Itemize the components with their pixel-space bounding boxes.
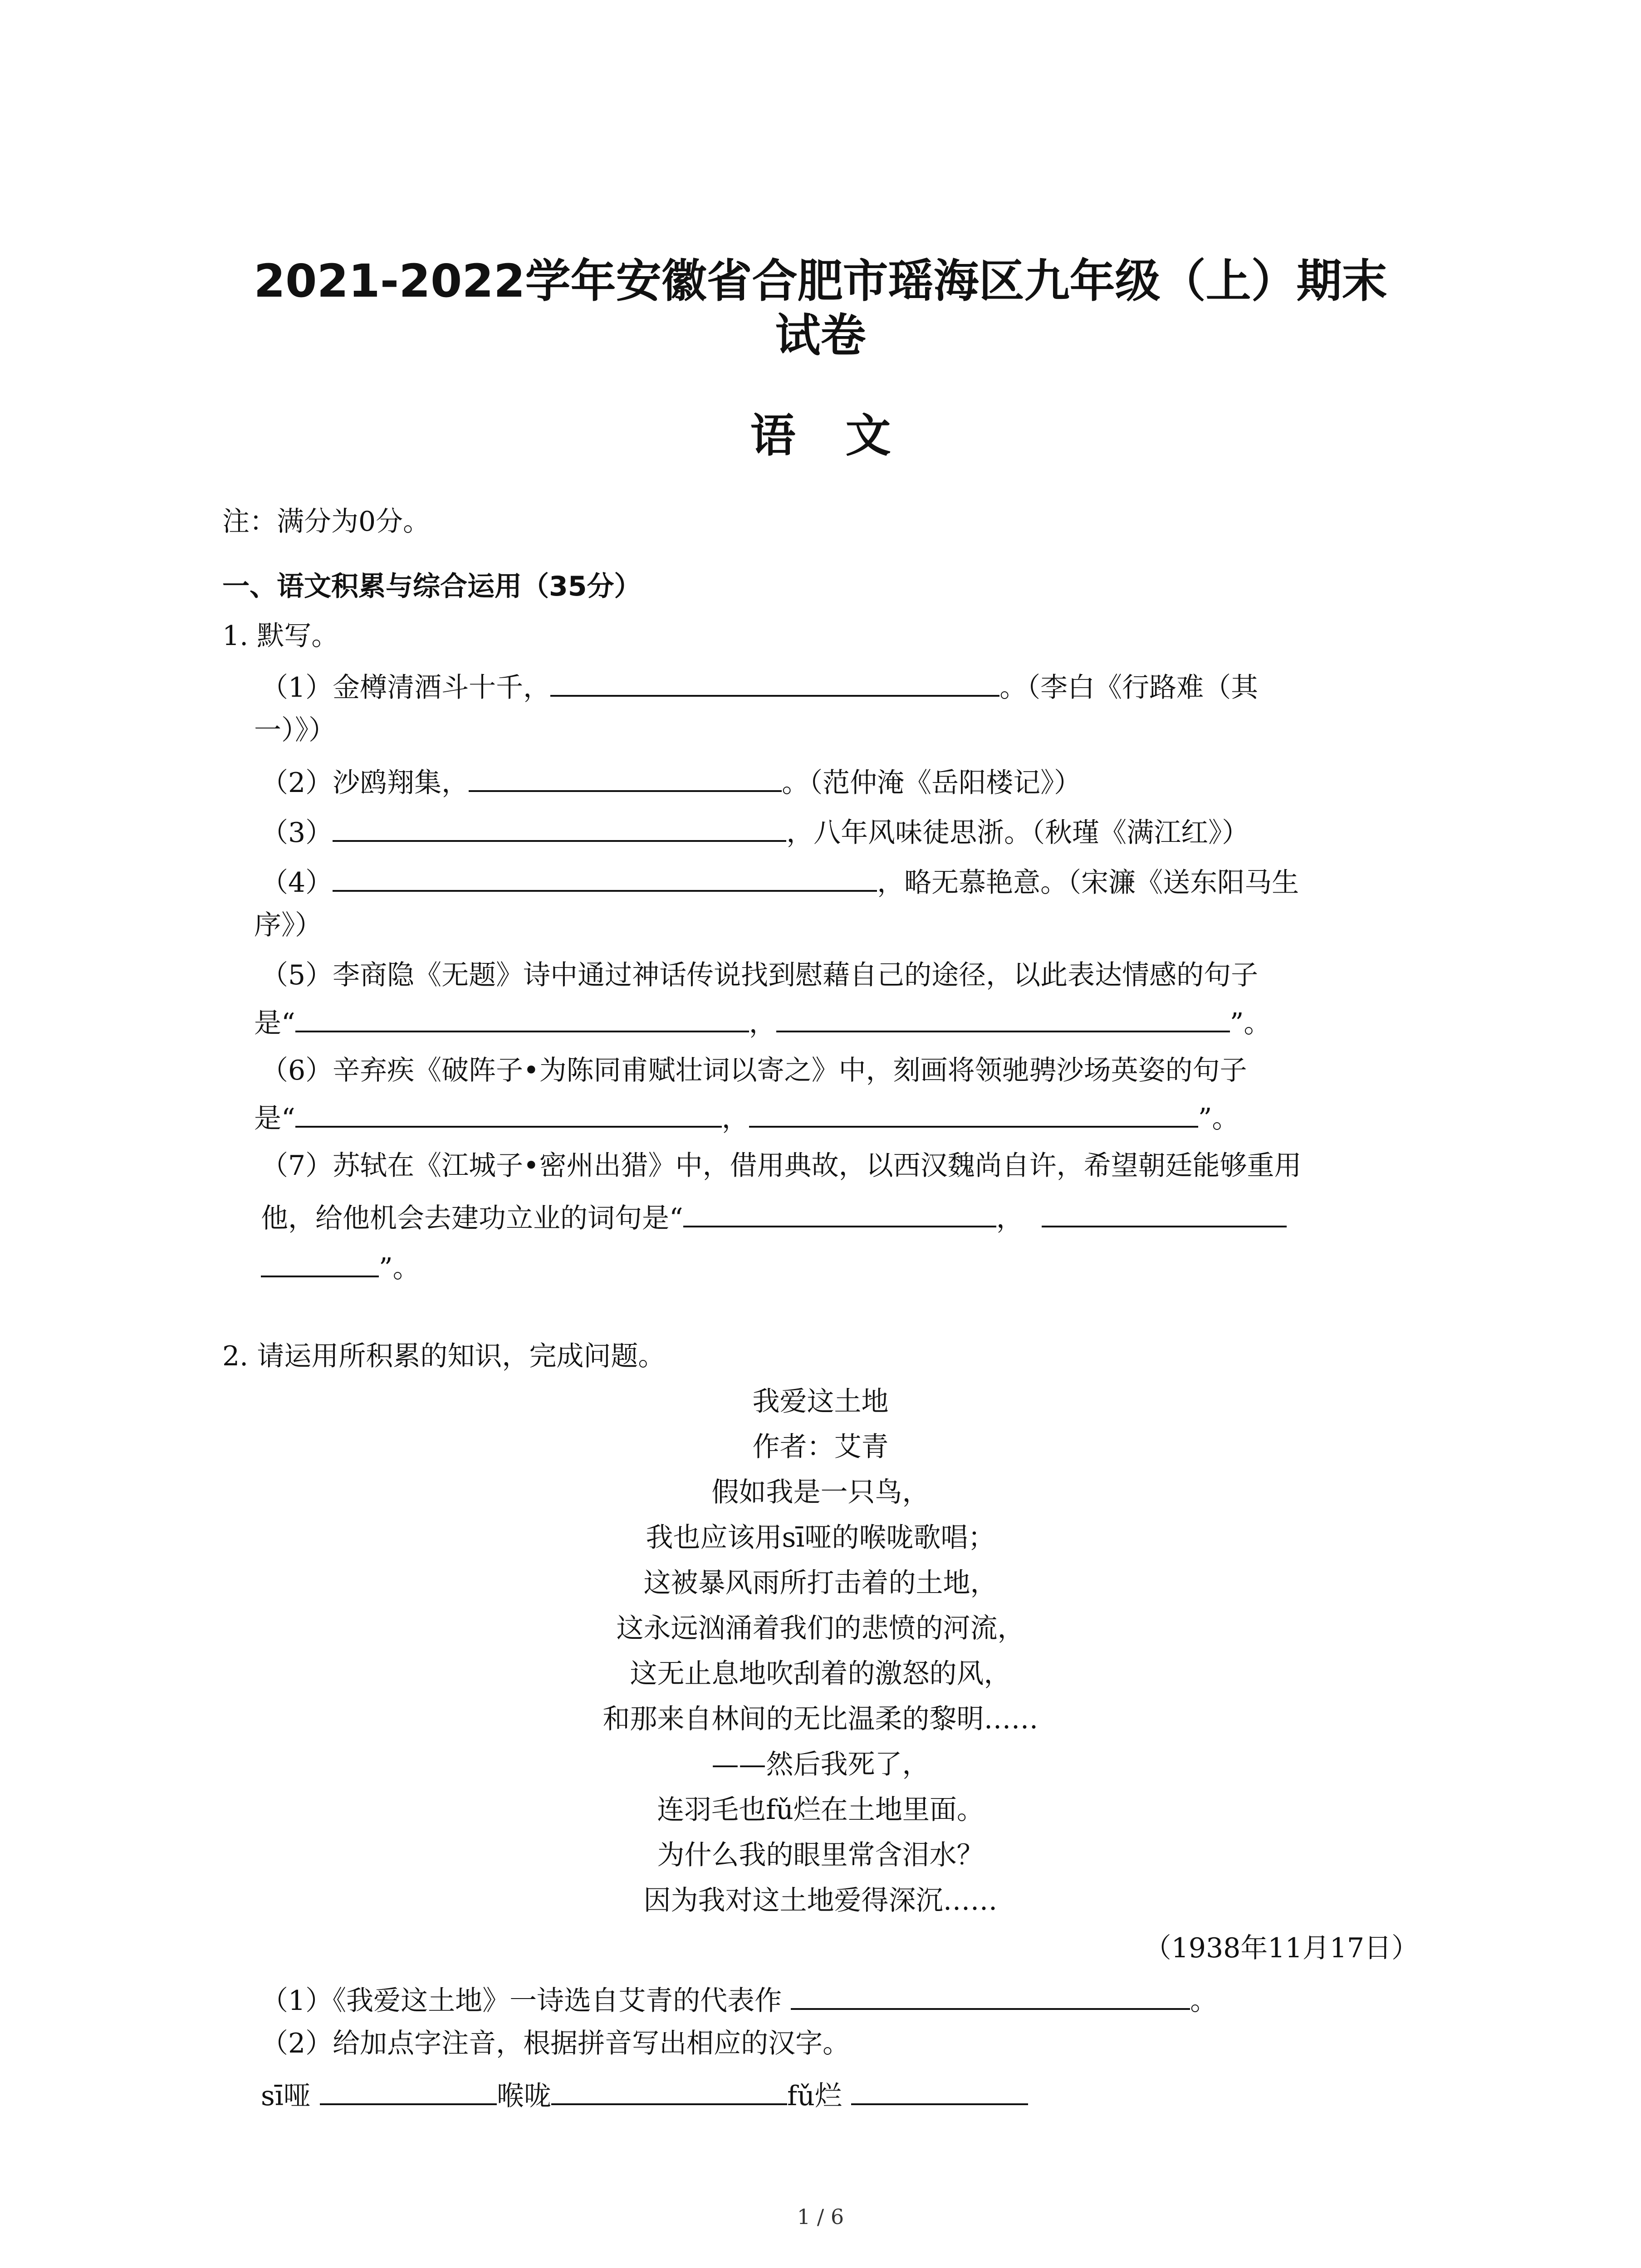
- q1-item7: （7）苏轼在《江城子•密州出猎》中，借用典故，以西汉魏尚自许，希望朝廷能够重用: [261, 1150, 1302, 1182]
- q1-item4-text-b: ，略无慕艳意。（宋濂《送东阳马生: [877, 867, 1299, 899]
- q2-sub1: [261, 1980, 1217, 2019]
- q1-item2-text-b: 。（范仲淹《岳阳楼记》）: [782, 767, 1082, 799]
- q1-item1: [261, 667, 1258, 706]
- pinyin-word-2: 喉咙: [496, 2080, 551, 2112]
- section1-heading: 一、语文积累与综合运用（35分）: [222, 571, 642, 602]
- q1-item4: [261, 862, 1299, 901]
- q1-item5-text-d: ”。: [1230, 1007, 1271, 1039]
- q1-item5-text-b: 是“: [254, 1007, 295, 1039]
- answer-blank[interactable]: [295, 1098, 722, 1128]
- q1-item4-text-a: （4）: [261, 867, 333, 899]
- answer-blank[interactable]: [333, 862, 877, 892]
- q2-sub2: （2）给加点字注音，根据拼音写出相应的汉字。: [261, 2028, 850, 2059]
- document-title-line1: 2021-2022学年安徽省合肥市瑶海区九年级（上）期末: [254, 254, 1387, 308]
- q1-item1-text-a: （1）金樽清酒斗十千，: [261, 672, 551, 704]
- poem-line: 为什么我的眼里常含泪水？: [657, 1839, 984, 1871]
- poem-line: 假如我是一只鸟，: [711, 1476, 930, 1508]
- q1-item6-text-d: ”。: [1198, 1103, 1239, 1134]
- answer-blank[interactable]: [791, 1980, 1190, 2010]
- page-number: 1 / 6: [797, 2204, 844, 2229]
- answer-blank[interactable]: [333, 812, 786, 842]
- poem-line: 和那来自林间的无比温柔的黎明……: [603, 1703, 1038, 1735]
- answer-blank[interactable]: [550, 667, 999, 697]
- answer-blank[interactable]: [320, 2075, 497, 2105]
- q1-item2: [261, 762, 1081, 801]
- poem-line: 我也应该用sī哑的喉咙歌唱；: [646, 1522, 995, 1554]
- q1-item4-cont: 序》）: [254, 909, 322, 941]
- answer-blank[interactable]: [1042, 1198, 1287, 1227]
- poem-line: 连羽毛也fǔ烂在土地里面。: [657, 1794, 984, 1826]
- answer-blank[interactable]: [749, 1098, 1198, 1128]
- subject-heading: 语文: [750, 409, 941, 462]
- answer-blank[interactable]: [683, 1198, 996, 1227]
- pinyin-word-1: sī哑: [261, 2080, 311, 2112]
- answer-blank[interactable]: [551, 2075, 787, 2105]
- score-note: 注：满分为0分。: [222, 506, 431, 538]
- answer-blank[interactable]: [469, 762, 782, 792]
- q1-item7-text-b: 他，给他机会去建功立业的词句是“: [261, 1202, 683, 1234]
- poem-line: 这无止息地吹刮着的激怒的风，: [630, 1658, 1011, 1690]
- q2-sub1-text-b: 。: [1190, 1985, 1218, 2017]
- q1-item6-text-b: 是“: [254, 1103, 295, 1134]
- q2-stem: 2. 请运用所积累的知识，完成问题。: [222, 1340, 666, 1372]
- q1-item7-text-d: ”。: [379, 1252, 420, 1284]
- q1-item2-text-a: （2）沙鸥翔集，: [261, 767, 469, 799]
- answer-blank[interactable]: [295, 1002, 749, 1032]
- q2-sub1-text-a: （1）《我爱这土地》一诗选自艾青的代表作: [261, 1985, 782, 2017]
- poem-line: 因为我对这土地爱得深沉……: [643, 1885, 998, 1916]
- poem-line: 这永远汹涌着我们的悲愤的河流，: [616, 1613, 1025, 1644]
- q2-pinyin-line: [261, 2075, 1028, 2114]
- q1-item3: [261, 812, 1249, 851]
- poem-date: （1938年11月17日）: [1144, 1932, 1419, 1964]
- answer-blank[interactable]: [776, 1002, 1230, 1032]
- q1-item3-text-a: （3）: [261, 817, 333, 849]
- q1-item5-text-c: ，: [749, 1007, 776, 1039]
- q1-item6-text-c: ，: [721, 1103, 749, 1134]
- q1-item1-text-b: 。（李白《行路难（其: [999, 672, 1259, 704]
- q1-item6-answer-line: [254, 1098, 1239, 1137]
- pinyin-word-3: fǔ烂: [787, 2080, 842, 2112]
- poem-line: ——然后我死了，: [711, 1749, 930, 1780]
- q1-item5-answer-line: [254, 1002, 1271, 1041]
- q1-item6: （6）辛弃疾《破阵子•为陈同甫赋壮词以寄之》中，刻画将领驰骋沙场英姿的句子: [261, 1055, 1247, 1086]
- q1-item7-line3: [261, 1247, 420, 1286]
- document-title-line2: 试卷: [775, 309, 866, 362]
- poem-author: 作者：艾青: [752, 1431, 889, 1463]
- poem-line: 这被暴风雨所打击着的土地，: [643, 1567, 998, 1599]
- answer-blank[interactable]: [261, 1247, 379, 1277]
- answer-blank[interactable]: [851, 2075, 1028, 2105]
- q1-stem: 1. 默写。: [222, 620, 339, 652]
- poem-title: 我爱这土地: [752, 1386, 889, 1418]
- q1-item3-text-b: ，八年风味徒思浙。（秋瑾《满江红》）: [786, 817, 1249, 849]
- q1-item1-cont: 一）》）: [254, 714, 336, 746]
- q1-item5: （5）李商隐《无题》诗中通过神话传说找到慰藉自己的途径，以此表达情感的句子: [261, 959, 1259, 991]
- q1-item7-line2: [261, 1198, 1287, 1237]
- q1-item7-text-c: ，: [996, 1202, 1024, 1234]
